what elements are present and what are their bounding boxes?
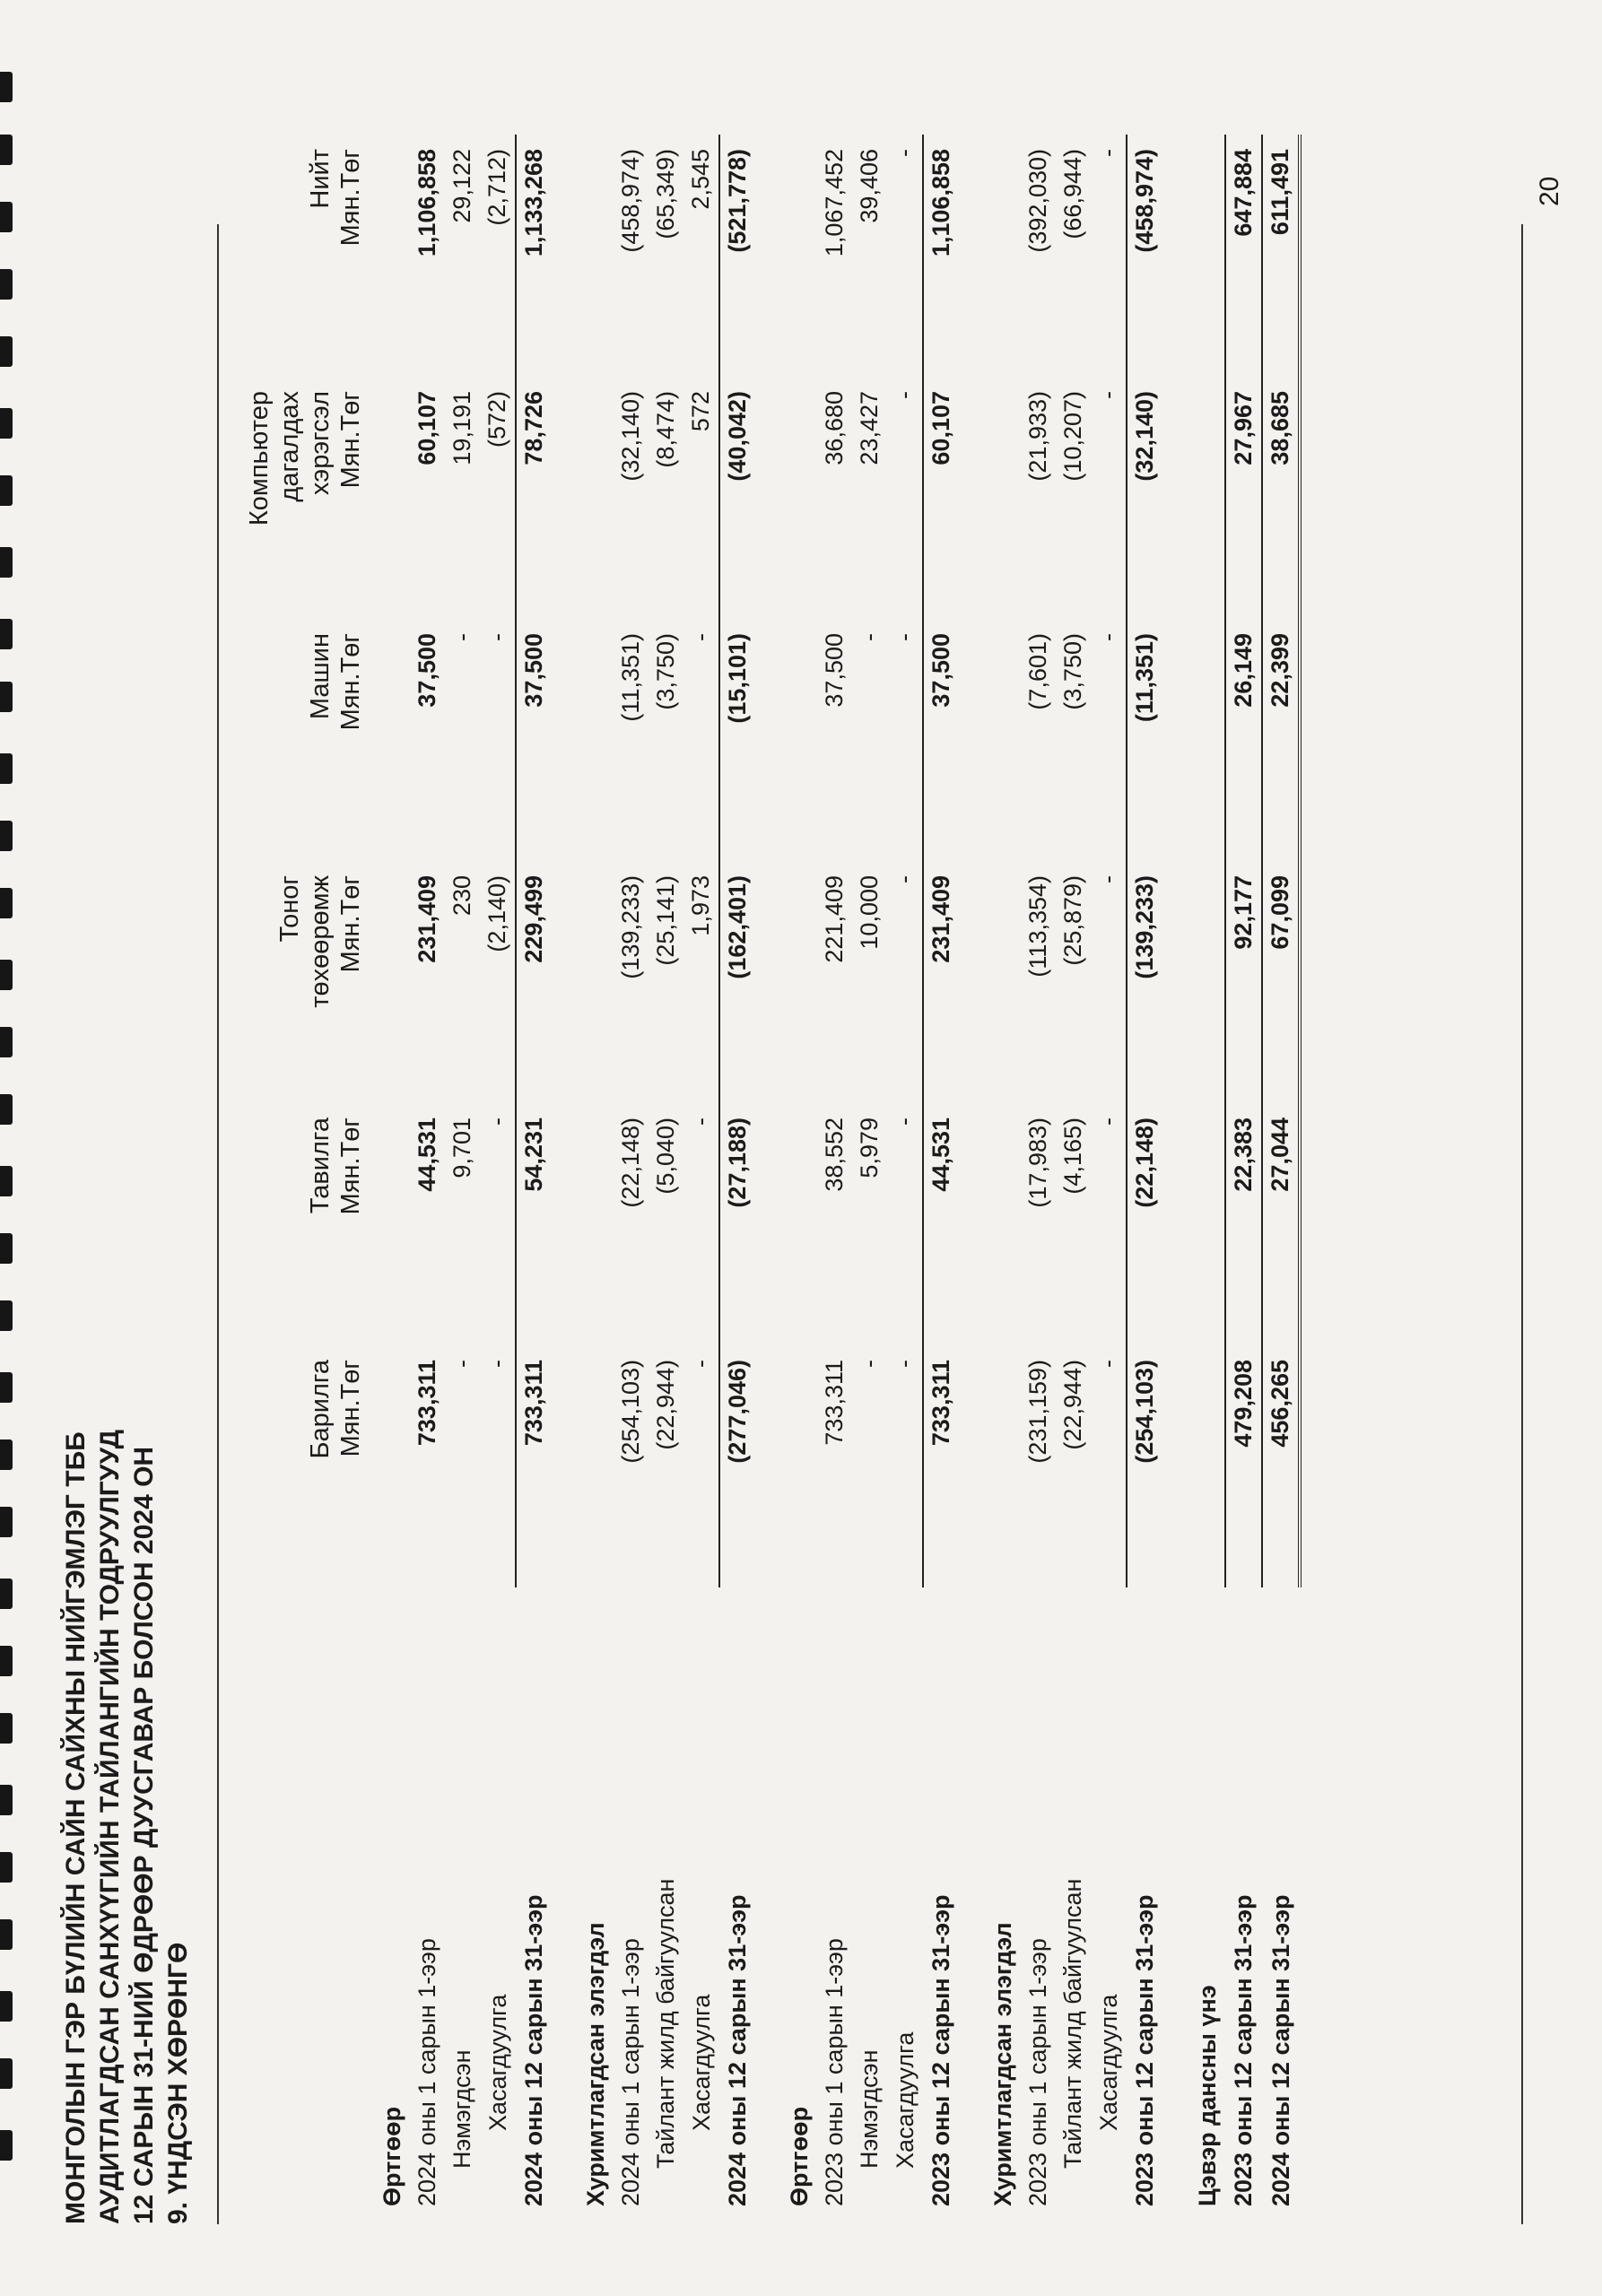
cell: (5,040): [652, 1118, 679, 1195]
binder-mark: [0, 1578, 13, 1609]
cell: 1,067,452: [821, 149, 848, 257]
cell: 221,409: [821, 875, 848, 963]
binder-mark: [0, 202, 13, 232]
row-label: Хасагдуулга: [687, 1994, 715, 2131]
cell: 54,231: [516, 1103, 552, 1345]
cell: 10,000: [856, 875, 883, 950]
cell: 9,701: [448, 1118, 475, 1178]
binder-mark: [0, 619, 13, 649]
cell: (3,750): [1059, 633, 1086, 710]
cell: 36,680: [821, 391, 848, 465]
cell: -: [483, 633, 510, 641]
cell: (254,103): [1127, 1345, 1162, 1587]
row-label: 2023 оны 1 сарын 1-ээр: [1024, 1938, 1051, 2206]
cell: (231,159): [1024, 1360, 1051, 1464]
binder-mark: [0, 753, 13, 784]
cell: (4,165): [1059, 1118, 1086, 1195]
cell: 231,409: [414, 875, 440, 963]
row-label: 2024 оны 1 сарын 1-ээр: [617, 1938, 644, 2206]
binder-mark: [0, 1713, 13, 1744]
cell: -: [483, 1118, 510, 1126]
cell: 60,107: [414, 391, 440, 465]
cell: (139,233): [617, 875, 644, 979]
table-row: [817, 135, 852, 2206]
col-header-total: Нийт Мян.Төг: [306, 149, 365, 247]
row-label: 2024 оны 1 сарын 1-ээр: [414, 1938, 440, 2206]
cell: (11,351): [1127, 619, 1162, 861]
cell: (25,879): [1059, 875, 1086, 966]
section-heading-row: [1189, 135, 1225, 2206]
cell: (32,140): [617, 391, 644, 482]
net-book-value-row: [1262, 135, 1300, 2206]
cell: (22,148): [617, 1118, 644, 1208]
cell: -: [483, 1360, 510, 1368]
binder-mark: [0, 1166, 13, 1196]
section-heading: Өртгөөр: [379, 2106, 405, 2206]
cell: (2,712): [483, 149, 510, 226]
cell: (25,141): [652, 875, 679, 966]
cell: 27,967: [1225, 377, 1262, 619]
table-row: [410, 135, 445, 2206]
binder-mark: [0, 269, 13, 300]
cell: 38,552: [821, 1118, 848, 1192]
table-row: [614, 135, 649, 2206]
cell: -: [1094, 875, 1121, 883]
document-header: [59, 1430, 196, 2224]
binder-mark: [0, 1919, 13, 1950]
cell: -: [1094, 1118, 1121, 1126]
cell: 733,311: [516, 1345, 552, 1587]
binder-mark: [0, 72, 13, 102]
cell: 1,133,268: [516, 135, 552, 377]
cell: (11,351): [617, 633, 644, 722]
cell: (22,944): [1059, 1360, 1086, 1450]
rotated-page: [41, 45, 1564, 2251]
binder-mark: [0, 1300, 13, 1331]
cell: (65,349): [652, 149, 679, 239]
row-label: 2023 оны 12 сарын 31-ээр: [927, 1894, 954, 2206]
cell: 229,499: [516, 861, 552, 1103]
cell: -: [891, 1360, 918, 1368]
cell: -: [1094, 149, 1121, 157]
spacer-row: [959, 135, 986, 2206]
cell: (15,101): [719, 619, 755, 861]
cell: 1,973: [687, 875, 714, 936]
cell: (22,944): [652, 1360, 679, 1450]
cell: 22,399: [1262, 619, 1300, 861]
section-heading-row: [782, 135, 817, 2206]
binder-mark: [0, 1094, 13, 1125]
cell: 572: [687, 391, 714, 432]
cell: 23,427: [856, 391, 883, 465]
bottom-rule: [1521, 224, 1523, 2224]
section-heading: Хуримтлагдсан элэгдэл: [582, 1922, 609, 2206]
binder-mark: [0, 1507, 13, 1537]
cell: 44,531: [923, 1103, 959, 1345]
cell: -: [448, 633, 475, 641]
cell: 92,177: [1225, 861, 1262, 1103]
section-heading-row: [986, 135, 1021, 2206]
spacer-row: [1162, 135, 1189, 2206]
cell: -: [891, 633, 918, 641]
table-row: [445, 135, 480, 2206]
cell: 2,545: [687, 149, 714, 210]
row-label: 2024 оны 12 сарын 31-ээр: [519, 1894, 547, 2206]
row-label: 2024 оны 12 сарын 31-ээр: [723, 1894, 751, 2206]
col-header-furniture: Тавилга Мян.Төг: [306, 1118, 365, 1215]
cell: -: [1094, 633, 1121, 641]
table-row: [1021, 135, 1056, 2206]
row-label: Тайлант жилд байгуулсан: [652, 1878, 679, 2169]
row-label: 2024 оны 12 сарын 31-ээр: [1267, 1894, 1294, 2206]
cell: (7,601): [1024, 633, 1051, 710]
cell: -: [891, 1118, 918, 1126]
table-row: [480, 135, 516, 2206]
cell: 733,311: [414, 1360, 440, 1447]
binder-mark: [0, 682, 13, 712]
cell: 37,500: [821, 633, 848, 708]
binder-mark: [0, 135, 13, 165]
cell: 37,500: [516, 619, 552, 861]
binder-mark: [0, 336, 13, 367]
cell: (139,233): [1127, 861, 1162, 1103]
cell: -: [891, 391, 918, 399]
cell: (2,140): [483, 875, 510, 952]
cell: (32,140): [1127, 377, 1162, 619]
cell: 733,311: [821, 1360, 848, 1446]
cell: (21,933): [1024, 391, 1051, 482]
cell: -: [1094, 1360, 1121, 1368]
ppe-table: [244, 135, 1302, 2206]
section-heading: Өртгөөр: [786, 2106, 813, 2206]
col-header-computer: Компьютер дагалдах хэрэгсэл Мян.Төг: [245, 391, 365, 526]
total-row: [923, 135, 959, 2206]
cell: (22,148): [1127, 1103, 1162, 1345]
cell: 479,208: [1225, 1345, 1262, 1587]
cell: 22,383: [1225, 1103, 1262, 1345]
cell: (277,046): [719, 1345, 755, 1587]
total-row: [1127, 135, 1162, 2206]
cell: 26,149: [1225, 619, 1262, 861]
header-line-2: АУДИТЛАГДСАН САНХҮҮГИЙН ТАЙЛАНГИЙН ТОДРУУЛГУУД: [95, 1430, 125, 2224]
cell: 38,685: [1262, 377, 1300, 619]
binder-mark: [0, 408, 13, 439]
cell: 37,500: [414, 633, 440, 708]
binder-mark: [0, 1646, 13, 1676]
row-label: 2023 оны 12 сарын 31-ээр: [1230, 1894, 1257, 2206]
cell: -: [687, 1118, 714, 1126]
cell: (392,030): [1024, 149, 1051, 253]
cell: 19,191: [448, 391, 475, 465]
page-number: 20: [1535, 176, 1564, 206]
net-book-value-row: [1225, 135, 1262, 2206]
cell: 60,107: [923, 377, 959, 619]
col-header-equipment: Тоног төхөөрөмж Мян.Төг: [275, 875, 365, 1008]
spacer-row: [755, 135, 782, 2206]
header-line-1: МОНГОЛЫН ГЭР БҮЛИЙН САЙН САЙХНЫ НИЙГЭМЛЭГ ТББ: [61, 1431, 91, 2224]
table-row: [1091, 135, 1127, 2206]
cell: -: [687, 633, 714, 641]
cell: (66,944): [1059, 149, 1086, 239]
spacer-row: [552, 135, 579, 2206]
cell: 78,726: [516, 377, 552, 619]
cell: 27,044: [1262, 1103, 1300, 1345]
binder-mark: [0, 475, 13, 506]
binder-mark: [0, 1852, 13, 1883]
binder-mark: [0, 821, 13, 851]
binder-mark: [0, 1785, 13, 1815]
cell: 29,122: [448, 149, 475, 223]
cell: (572): [483, 391, 510, 448]
cell: 1,106,858: [923, 135, 959, 377]
cell: 37,500: [923, 619, 959, 861]
cell: -: [891, 149, 918, 157]
cell: (458,974): [1127, 135, 1162, 377]
binder-mark: [0, 1233, 13, 1264]
cell: -: [856, 1360, 883, 1368]
col-header-vehicle: Машин Мян.Төг: [306, 633, 365, 731]
section-heading-row: [375, 135, 410, 2206]
label-column-header: [244, 1587, 375, 2206]
total-row: [516, 135, 552, 2206]
cell: 5,979: [856, 1118, 883, 1178]
binder-mark: [0, 960, 13, 990]
cell: (17,983): [1024, 1118, 1051, 1208]
binder-mark: [0, 2130, 13, 2161]
cell: 39,406: [856, 149, 883, 223]
top-rule: [217, 224, 219, 2224]
cell: 44,531: [414, 1118, 440, 1192]
row-label: Тайлант жилд байгуулсан: [1059, 1878, 1086, 2169]
cell: (113,354): [1024, 875, 1051, 978]
binder-mark: [0, 1439, 13, 1470]
cell: (40,042): [719, 377, 755, 619]
cell: -: [687, 1360, 714, 1368]
row-label: 2023 оны 1 сарын 1-ээр: [821, 1938, 848, 2206]
cell: 230: [448, 875, 475, 917]
row-label: Хасагдуулга: [1094, 1994, 1122, 2131]
binder-mark: [0, 1027, 13, 1057]
cell: 647,884: [1225, 135, 1262, 377]
cell: (458,974): [617, 149, 644, 253]
cell: (8,474): [652, 391, 679, 468]
cell: 611,491: [1262, 135, 1300, 377]
column-header-row: [244, 135, 375, 2206]
binder-mark: [0, 547, 13, 578]
binder-mark: [0, 1372, 13, 1403]
cell: 67,099: [1262, 861, 1300, 1103]
row-label: 2023 оны 12 сарын 31-ээр: [1130, 1894, 1158, 2206]
section-heading-row: [579, 135, 614, 2206]
section-title: 9. ҮНДСЭН ХӨРӨНГӨ: [163, 1942, 193, 2224]
section-heading: Хуримтлагдсан элэгдэл: [989, 1922, 1016, 2206]
cell: -: [448, 1360, 475, 1368]
cell: (162,401): [719, 861, 755, 1103]
binder-mark: [0, 888, 13, 918]
table-row: [1056, 135, 1091, 2206]
cell: 733,311: [923, 1345, 959, 1587]
cell: -: [891, 875, 918, 883]
cell: (27,188): [719, 1103, 755, 1345]
total-row: [719, 135, 755, 2206]
row-label: Нэмэгдсэн: [448, 2049, 475, 2169]
table-row: [887, 135, 923, 2206]
binder-mark: [0, 2058, 13, 2089]
table-row: [683, 135, 719, 2206]
table-row: [649, 135, 683, 2206]
cell: -: [856, 633, 883, 641]
binder-mark: [0, 1991, 13, 2022]
col-header-building: Барилга Мян.Төг: [306, 1360, 365, 1459]
row-label: Хасагдуулга: [483, 1994, 511, 2131]
cell: -: [1094, 391, 1121, 399]
cell: 1,106,858: [414, 149, 440, 257]
cell: (254,103): [617, 1360, 644, 1464]
row-label: Нэмэгдсэн: [856, 2049, 883, 2169]
cell: 231,409: [923, 861, 959, 1103]
cell: (3,750): [652, 633, 679, 710]
cell: 456,265: [1262, 1345, 1300, 1587]
table-row: [852, 135, 887, 2206]
header-line-3: 12 САРЫН 31-НИЙ ӨДРӨӨР ДУУСГАВАР БОЛСОН 2024 ОН: [129, 1446, 159, 2224]
cell: (10,207): [1059, 391, 1086, 482]
row-label: Хасагдуулга: [891, 2031, 919, 2169]
cell: (521,778): [719, 135, 755, 377]
section-heading: Цэвэр дансны үнэ: [1193, 1985, 1221, 2206]
